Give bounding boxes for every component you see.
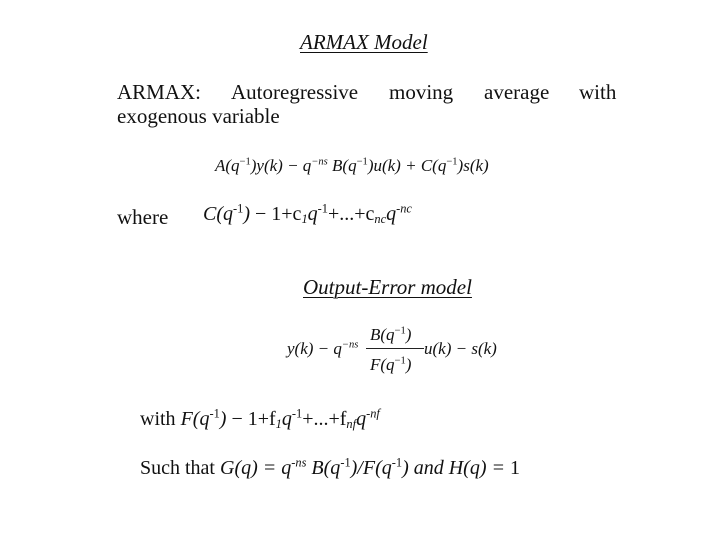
output-error-title: Output-Error model — [303, 275, 472, 299]
armax-equation: $A(q^{-1})y(k) - q^{-ns}$ $B(q^{-1})u(k) + C(q^{-1})s(k)$ — [215, 156, 489, 175]
f-polynomial: with $F(q^{-1}) - 1+f_1q^{-1}+...+f_{nf}q^{-nf}$ — [140, 406, 380, 432]
where-label: where — [117, 205, 169, 229]
oe-fraction-numerator: $B(q^{-1})$ — [370, 325, 412, 344]
armax-def-word-3: moving — [389, 80, 454, 104]
armax-def-line-2: exogenous variable — [117, 104, 280, 128]
transfer-function-statement: Such that $G(q) = q^{-ns}$ $B(q^{-1})/F(q^{-1})$ and H(q) = 1 — [140, 455, 520, 479]
oe-equation-rhs: u(k) − s(k) — [424, 339, 497, 358]
armax-def-word-2: Autoregressive — [231, 80, 359, 104]
armax-def-word-5: with — [579, 80, 617, 104]
armax-def-word-1: ARMAX: — [117, 80, 202, 104]
oe-equation-lhs: $y(k) - q^{-ns}$ — [287, 339, 359, 358]
oe-fraction-denominator: $F(q^{-1})$ — [370, 355, 412, 374]
armax-title: ARMAX Model — [300, 30, 428, 54]
oe-fraction-line — [366, 348, 424, 349]
c-polynomial: $C(q^{-1}) - 1+c_1q^{-1}+...+c_{nc}q^{-nc}$ — [203, 201, 412, 227]
armax-def-word-4: average — [484, 80, 550, 104]
